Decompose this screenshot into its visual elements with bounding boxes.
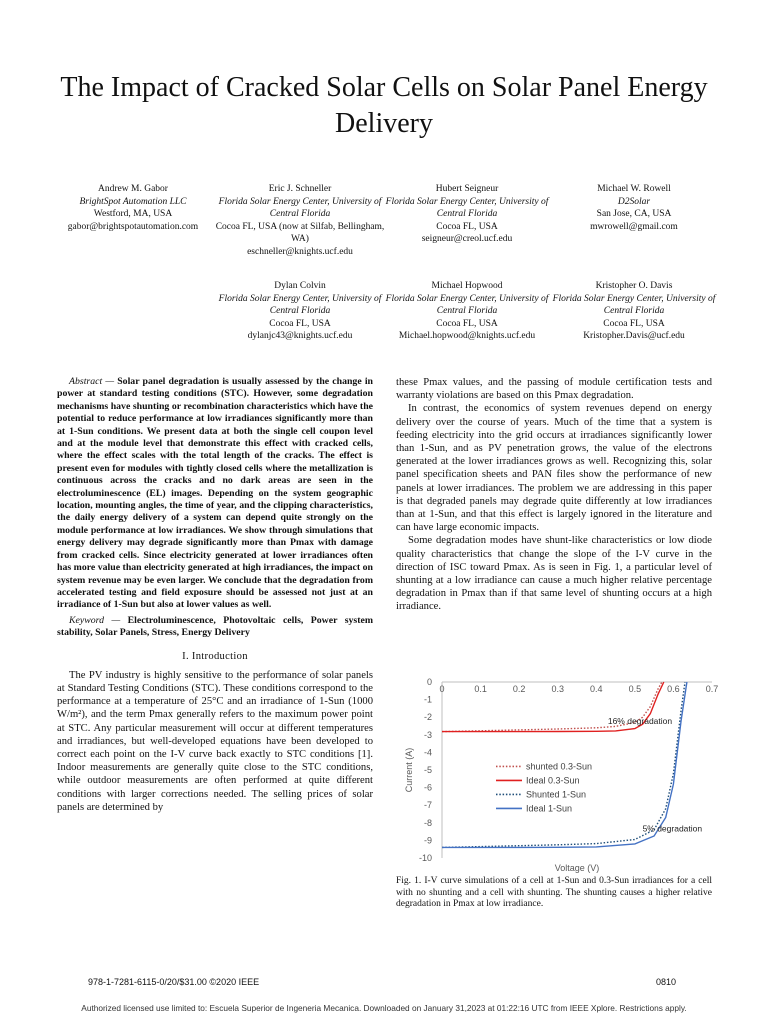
figure-caption: Fig. 1. I-V curve simulations of a cell at 1-Sun and 0.3-Sun irradiances for a cell with no shunting and a cell with shunting. The shunting causes a higher relative degradation in Pmax at low irradiance. [396, 876, 712, 909]
x-tick-label: 0.2 [512, 684, 526, 694]
y-axis-label: Current (A) [404, 747, 414, 793]
author-email[interactable]: mwrowell@gmail.com [590, 221, 678, 232]
author-block [549, 183, 719, 233]
author-name: Kristopher O. Davis [595, 281, 673, 291]
author-block [215, 280, 385, 343]
author-location: San Jose, CA, USA [596, 209, 672, 219]
y-tick-label: -9 [423, 835, 432, 846]
author-email[interactable]: seigneur@creol.ucf.edu [421, 234, 513, 244]
legend-label: Ideal 1-Sun [526, 803, 573, 814]
page-number: 0810 [656, 977, 677, 987]
x-tick-label: 0 [439, 684, 445, 694]
chart-annotation: 16% degradation [607, 716, 673, 727]
body-paragraph: these Pmax values, and the passing of module certification tests and warranty violations are based on this Pmax degradation. [396, 377, 712, 402]
y-tick-label: -5 [423, 765, 432, 775]
author-affiliation: Florida Solar Energy Center, University of Central Florida [552, 293, 716, 316]
author-location: Cocoa FL, USA [603, 318, 665, 329]
author-location: Cocoa FL, USA [436, 318, 498, 329]
iv-curve-chart [396, 668, 720, 876]
x-tick-label: 0.7 [705, 684, 719, 694]
x-tick-label: 0.1 [474, 684, 487, 694]
x-tick-label: 0.3 [551, 684, 564, 694]
x-tick-label: 0.5 [628, 684, 642, 694]
y-tick-label: 0 [426, 677, 432, 687]
author-email[interactable]: gabor@brightspotautomation.com [67, 221, 199, 232]
body-paragraph: Some degradation modes have shunt-like characteristics or low diode quality characteristics that change the slope of the I-V curve in the direction of ISC toward Pmax. As is seen in Fig. 1, a particular level of shunting at a low irradiance can cause a much higher relative percentage degradation in Pmax than if that same level of shunting occurs at a high irradiance. [396, 535, 712, 613]
legend-label: shunted 0.3-Sun [526, 761, 593, 772]
y-tick-label: -4 [423, 747, 432, 758]
author-name: Michael Hopwood [431, 281, 503, 291]
y-tick-label: -3 [423, 729, 432, 740]
author-email[interactable]: dylanjc43@knights.ucf.edu [247, 331, 353, 341]
author-email[interactable]: Michael.hopwood@knights.ucf.edu [398, 331, 536, 341]
copyright-line: 978-1-7281-6115-0/20/$31.00 ©2020 IEEE [88, 977, 260, 987]
legend-label: Shunted 1-Sun [526, 789, 587, 800]
paper-title: The Impact of Cracked Solar Cells on Solar Panel Energy Delivery [60, 72, 708, 139]
left-column [57, 376, 373, 814]
right-column [396, 376, 712, 614]
author-affiliation: Florida Solar Energy Center, University of Central Florida [218, 293, 382, 316]
y-tick-label: -2 [423, 712, 432, 723]
body-paragraph: In contrast, the economics of system revenues depend on energy delivery over the course of years. Much of the time that a system is feeding electricity into the grid occurs at irradiances significantly lower than 1-Sun, and as PV penetration grows, the value of the electrons generated at the lower irradiances grows as well. Recognizing this, solar panel specification sheets and PAN files show the performance of new panels at lower irradiances. The problem we are addressing in this paper is that degraded panels may degrade quite differently at low irradiances than at 1-Sun, and that this effect is largely ignored in the literature and can have large economic impacts. [396, 403, 712, 534]
author-affiliation: BrightSpot Automation LLC [79, 196, 187, 207]
abstract [57, 376, 373, 612]
x-tick-label: 0.6 [667, 684, 680, 694]
y-tick-label: -6 [423, 782, 432, 793]
author-email[interactable]: Kristopher.Davis@ucf.edu [583, 331, 685, 341]
author-location: Cocoa FL, USA [269, 318, 331, 329]
author-location: Cocoa FL, USA [436, 221, 498, 232]
author-block [382, 183, 552, 246]
author-block [549, 280, 719, 343]
author-location: Cocoa FL, USA (now at Silfab, Bellingham, WA) [215, 221, 385, 244]
author-affiliation: D2Solar [617, 196, 651, 207]
keywords-body: Electroluminescence, Photovoltaic cells, Power system stability, Solar Panels, Stress, Energy Delivery [57, 614, 374, 639]
intro-paragraph: The PV industry is highly sensitive to the performance of solar panels at Standard Testing Conditions (STC). These conditions correspond to the performance at a temperature of 25°C and an irradiance of 1-Sun (1000 W/m²), and the term Pmax generally refers to the maximum power point at STC. Any particular measurement will occur at different temperatures and irradiances, but well-developed equations have been developed to correct each point on the I-V curve back exactly to STC conditions [1]. Indoor measurements are generally quite close to the STC conditions, while outdoor measurements are often performed at quite different conditions with larger corrections needed. The selling prices of solar panels are determined by [57, 669, 373, 813]
y-tick-label: -7 [423, 800, 432, 811]
author-email[interactable]: eschneller@knights.ucf.edu [247, 246, 353, 257]
author-name: Michael W. Rowell [597, 184, 671, 194]
chart-annotation: 5% degradation [642, 823, 703, 834]
abstract-body: Solar panel degradation is usually assessed by the change in power at standard testing conditions (STC). However, some degradation mechanisms have shunting or recombination characteristics which have the potential to reduce performance at low irradiances significantly more than at 1-Sun conditions. We present data at both the single cell coupon level and at the module level that demonstrate this effect with cracked cells, where the effect scales with the total length of the cracks. The effect is present even for modules with tightly closed cells where the metallization is continuous across the cracks and no dark areas are seen in the electroluminescence (EL) images. Depending on the system geographic location, mounting angles, the time of year, and the clipping characteristics, the daily energy delivery of a system can depend quite strongly on the module performance at low irradiances. We show through simulations that energy delivery may degrade significantly more than Pmax with damage from cracked cells. Since electricity generated at lower irradiances often has more value than electricity generated at high irradiances, the impact on system revenue may be even larger. We conclude that the degradation from accelerated testing and field exposure should be assessed not just at an irradiance of 1-Sun but also at lower values as well. [57, 376, 374, 611]
section-heading: I. Introduction [182, 650, 248, 662]
y-tick-label: -10 [418, 853, 432, 863]
author-block [382, 280, 552, 343]
abstract-lead: Abstract — [69, 376, 118, 387]
author-affiliation: Florida Solar Energy Center, University of Central Florida [385, 196, 549, 219]
y-tick-label: -8 [423, 817, 432, 828]
keywords-lead: Keyword — [69, 614, 128, 626]
y-tick-label: -1 [423, 694, 432, 705]
author-name: Eric J. Schneller [268, 184, 332, 194]
author-location: Westford, MA, USA [93, 209, 173, 219]
author-name: Andrew M. Gabor [98, 184, 168, 194]
legend-label: Ideal 0.3-Sun [526, 775, 580, 786]
author-affiliation: Florida Solar Energy Center, University of Central Florida [218, 196, 382, 219]
x-axis-label: Voltage (V) [554, 863, 600, 873]
author-name: Hubert Seigneur [435, 184, 499, 194]
keywords [57, 615, 373, 640]
license-notice: Authorized licensed use limited to: Escuela Superior de Ingeneria Mecanica. Downloaded on January 31,2023 at 01:22:16 UTC from IEEE Xplore. Restrictions apply. [81, 1003, 687, 1013]
x-tick-label: 0.4 [590, 684, 603, 694]
author-name: Dylan Colvin [274, 281, 326, 291]
author-block [215, 183, 385, 258]
author-block [48, 183, 218, 233]
author-affiliation: Florida Solar Energy Center, University of Central Florida [385, 293, 549, 316]
